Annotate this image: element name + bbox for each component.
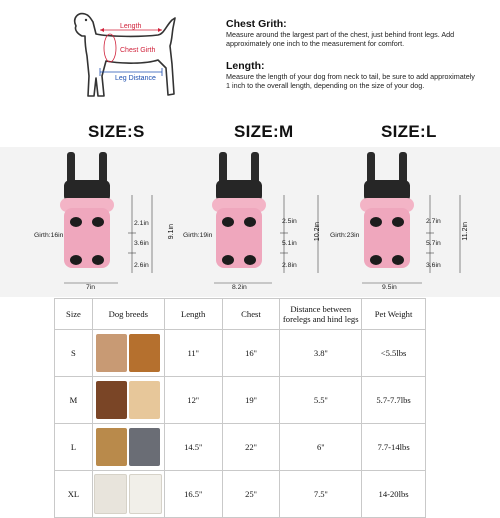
size-m-heading: SIZE:M bbox=[234, 122, 294, 141]
size-l-width: 9.5in bbox=[382, 284, 397, 291]
row-size: M bbox=[55, 377, 93, 424]
row-length: 11'' bbox=[164, 330, 222, 377]
row-length: 16.5'' bbox=[164, 471, 222, 518]
size-table bbox=[54, 298, 426, 518]
header-size: Size bbox=[55, 299, 93, 330]
dog-measure-diagram bbox=[58, 6, 208, 106]
size-m-girth: Girth:19in bbox=[183, 232, 213, 239]
row-chest: 22'' bbox=[222, 424, 280, 471]
row-weight: 7.7-14lbs bbox=[362, 424, 426, 471]
dog-photo bbox=[129, 474, 162, 514]
size-l-top-measure: 2.7in bbox=[426, 218, 441, 225]
row-distance: 6'' bbox=[280, 424, 362, 471]
header-length: Length bbox=[164, 299, 222, 330]
row-weight: 14-20lbs bbox=[362, 471, 426, 518]
row-chest: 16'' bbox=[222, 330, 280, 377]
size-l-girth: Girth:23in bbox=[330, 232, 360, 239]
row-weight: 5.7-7.7lbs bbox=[362, 377, 426, 424]
dog-photo bbox=[96, 381, 127, 419]
row-size: S bbox=[55, 330, 93, 377]
row-chest: 25'' bbox=[222, 471, 280, 518]
size-m-mid-measure: 5.1in bbox=[282, 240, 297, 247]
size-l-heading: SIZE:L bbox=[381, 122, 437, 141]
size-l-bottom-measure: 3.6in bbox=[426, 262, 441, 269]
header-pet-weight: Pet Weight bbox=[362, 299, 426, 330]
dog-breed-photos bbox=[92, 471, 164, 518]
length-label: Length bbox=[120, 23, 142, 30]
size-m-height: 10.2in bbox=[314, 222, 321, 242]
table-header-row bbox=[55, 299, 426, 330]
table-row bbox=[55, 377, 426, 424]
header-chest: Chest bbox=[222, 299, 280, 330]
dog-breed-photos bbox=[92, 330, 164, 377]
chest-guide-text: Measure around the largest part of the chest, just behind front legs. Add approximately one inch to the measurement for comfort. bbox=[226, 30, 455, 48]
size-l-height: 11.2in bbox=[462, 222, 469, 241]
size-s-bottom-measure: 2.6in bbox=[134, 262, 149, 269]
table-row bbox=[55, 471, 426, 518]
size-m-bottom-measure: 2.8in bbox=[282, 262, 297, 269]
size-s-height: 9.1in bbox=[168, 224, 175, 240]
size-m-width: 8.2in bbox=[232, 284, 247, 291]
dog-breed-photos bbox=[92, 377, 164, 424]
chest-guide-title: Chest Grith: bbox=[226, 18, 287, 30]
leg-distance-label: Leg Distance bbox=[115, 75, 156, 82]
dog-photo bbox=[94, 474, 127, 514]
dog-breed-photos bbox=[92, 424, 164, 471]
header-distance: Distance between forelegs and hind legs bbox=[280, 299, 362, 330]
header-dog-breeds: Dog breeds bbox=[92, 299, 164, 330]
size-s-heading: SIZE:S bbox=[88, 122, 145, 141]
row-size: L bbox=[55, 424, 93, 471]
row-distance: 7.5'' bbox=[280, 471, 362, 518]
length-guide-title: Length: bbox=[226, 60, 265, 72]
length-guide-text: Measure the length of your dog from neck to tail, be sure to add approximately 1 inch to the overall length, depending on the size of your dog. bbox=[226, 72, 475, 90]
row-chest: 19'' bbox=[222, 377, 280, 424]
row-length: 14.5'' bbox=[164, 424, 222, 471]
table-row bbox=[55, 424, 426, 471]
size-m-top-measure: 2.5in bbox=[282, 218, 297, 225]
row-distance: 5.5'' bbox=[280, 377, 362, 424]
carrier-m-dimension-lines bbox=[192, 195, 332, 295]
size-s-width: 7in bbox=[86, 284, 96, 291]
row-length: 12'' bbox=[164, 377, 222, 424]
row-size: XL bbox=[55, 471, 93, 518]
dog-photo bbox=[129, 428, 160, 466]
size-l-mid-measure: 5.7in bbox=[426, 240, 441, 247]
size-s-girth: Girth:16in bbox=[34, 232, 64, 239]
table-row bbox=[55, 330, 426, 377]
dog-photo bbox=[129, 381, 160, 419]
size-s-mid-measure: 3.6in bbox=[134, 240, 149, 247]
chest-girth-label: Chest Girth bbox=[120, 47, 156, 54]
dog-photo bbox=[96, 334, 127, 372]
row-weight: <5.5lbs bbox=[362, 330, 426, 377]
carrier-l-dimension-lines bbox=[340, 195, 480, 295]
dog-photo bbox=[96, 428, 127, 466]
size-s-top-measure: 2.1in bbox=[134, 220, 149, 227]
row-distance: 3.8'' bbox=[280, 330, 362, 377]
dog-photo bbox=[129, 334, 160, 372]
